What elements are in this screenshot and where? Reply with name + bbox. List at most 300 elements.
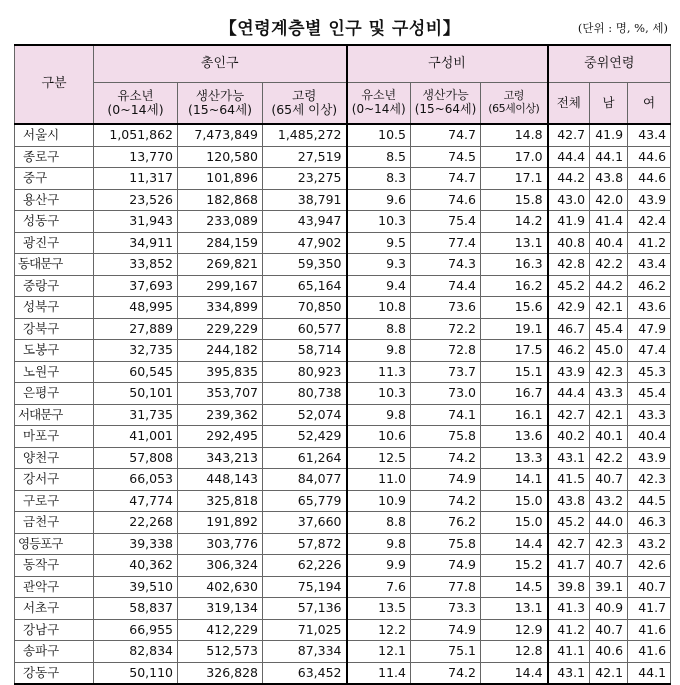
youth-count: 11,317 bbox=[94, 168, 178, 190]
district-name: 강남구 bbox=[15, 619, 94, 641]
district-name: 도봉구 bbox=[15, 340, 94, 362]
working-age-pct: 72.2 bbox=[411, 318, 481, 340]
working-age-count: 244,182 bbox=[178, 340, 263, 362]
working-age-pct: 75.8 bbox=[411, 426, 481, 448]
median-age-total: 41.5 bbox=[548, 469, 590, 491]
elderly-pct: 16.1 bbox=[481, 404, 548, 426]
youth-pct: 8.8 bbox=[347, 512, 411, 534]
composition-header: 구성비 bbox=[347, 45, 548, 83]
elderly-pct: 15.8 bbox=[481, 189, 548, 211]
median-age-male: 40.7 bbox=[590, 469, 628, 491]
median-age-female: 44.6 bbox=[628, 168, 671, 190]
elderly-count: 43,947 bbox=[263, 211, 347, 233]
elderly-pct: 14.8 bbox=[481, 124, 548, 146]
median-age-total: 42.9 bbox=[548, 297, 590, 319]
working-age-pct: 72.8 bbox=[411, 340, 481, 362]
youth-pct: 13.5 bbox=[347, 598, 411, 620]
median-age-female: 47.9 bbox=[628, 318, 671, 340]
working-age-count: 191,892 bbox=[178, 512, 263, 534]
median-female-header: 여 bbox=[628, 83, 671, 125]
median-age-female: 47.4 bbox=[628, 340, 671, 362]
table-row bbox=[15, 211, 671, 233]
table-row bbox=[15, 662, 671, 684]
youth-pct: 9.8 bbox=[347, 404, 411, 426]
working-age-count: 299,167 bbox=[178, 275, 263, 297]
median-age-male: 40.7 bbox=[590, 619, 628, 641]
youth-pct: 10.9 bbox=[347, 490, 411, 512]
district-name: 성동구 bbox=[15, 211, 94, 233]
median-age-total: 41.3 bbox=[548, 598, 590, 620]
working-age-pct: 75.8 bbox=[411, 533, 481, 555]
median-age-total: 43.1 bbox=[548, 662, 590, 684]
table-row bbox=[15, 512, 671, 534]
youth-count: 40,362 bbox=[94, 555, 178, 577]
table-row bbox=[15, 469, 671, 491]
elderly-count: 52,429 bbox=[263, 426, 347, 448]
elderly-count: 84,077 bbox=[263, 469, 347, 491]
working-age-pct: 74.9 bbox=[411, 619, 481, 641]
working-age-count: 402,630 bbox=[178, 576, 263, 598]
youth-count: 22,268 bbox=[94, 512, 178, 534]
median-age-total: 42.7 bbox=[548, 533, 590, 555]
youth-pct: 8.5 bbox=[347, 146, 411, 168]
table-row bbox=[15, 641, 671, 663]
median-age-female: 44.6 bbox=[628, 146, 671, 168]
elderly-count: 75,194 bbox=[263, 576, 347, 598]
median-age-total: 43.8 bbox=[548, 490, 590, 512]
table-row bbox=[15, 232, 671, 254]
elderly-pct: 13.1 bbox=[481, 232, 548, 254]
youth-count: 66,955 bbox=[94, 619, 178, 641]
median-age-female: 43.4 bbox=[628, 254, 671, 276]
working-age-count: 239,362 bbox=[178, 404, 263, 426]
working-age-pct: 77.8 bbox=[411, 576, 481, 598]
youth-pct: 12.2 bbox=[347, 619, 411, 641]
district-name: 구로구 bbox=[15, 490, 94, 512]
district-name: 서울시 bbox=[15, 124, 94, 146]
median-age-male: 43.3 bbox=[590, 383, 628, 405]
youth-count: 50,101 bbox=[94, 383, 178, 405]
median-age-female: 45.3 bbox=[628, 361, 671, 383]
median-age-total: 46.2 bbox=[548, 340, 590, 362]
median-age-total: 43.0 bbox=[548, 189, 590, 211]
youth-pct: 9.4 bbox=[347, 275, 411, 297]
district-name: 성북구 bbox=[15, 297, 94, 319]
youth-count: 48,995 bbox=[94, 297, 178, 319]
working-age-pct: 74.4 bbox=[411, 275, 481, 297]
total-population-header: 총인구 bbox=[94, 45, 347, 83]
median-age-female: 43.2 bbox=[628, 533, 671, 555]
working-age-pct: 74.2 bbox=[411, 490, 481, 512]
median-age-male: 39.1 bbox=[590, 576, 628, 598]
median-age-female: 44.5 bbox=[628, 490, 671, 512]
working-age-pct: 74.6 bbox=[411, 189, 481, 211]
median-age-female: 41.7 bbox=[628, 598, 671, 620]
median-age-male: 41.9 bbox=[590, 124, 628, 146]
elderly-pct: 15.0 bbox=[481, 490, 548, 512]
youth-count: 31,943 bbox=[94, 211, 178, 233]
working-age-pct-header: 생산가능 (15~64세) bbox=[411, 83, 481, 125]
working-age-count: 412,229 bbox=[178, 619, 263, 641]
elderly-count: 59,350 bbox=[263, 254, 347, 276]
median-age-total: 44.2 bbox=[548, 168, 590, 190]
table-row bbox=[15, 318, 671, 340]
youth-pct: 12.1 bbox=[347, 641, 411, 663]
elderly-pct: 16.3 bbox=[481, 254, 548, 276]
youth-pct: 12.5 bbox=[347, 447, 411, 469]
median-age-male: 42.1 bbox=[590, 297, 628, 319]
working-age-count: 395,835 bbox=[178, 361, 263, 383]
elderly-pct: 13.1 bbox=[481, 598, 548, 620]
unit-note: (단위 : 명, %, 세) bbox=[577, 21, 668, 35]
elderly-count: 80,923 bbox=[263, 361, 347, 383]
median-age-total: 45.2 bbox=[548, 275, 590, 297]
table-row bbox=[15, 533, 671, 555]
table-row bbox=[15, 254, 671, 276]
median-age-female: 43.6 bbox=[628, 297, 671, 319]
working-age-pct: 74.2 bbox=[411, 662, 481, 684]
median-age-male: 43.2 bbox=[590, 490, 628, 512]
district-name: 용산구 bbox=[15, 189, 94, 211]
district-header: 구분 bbox=[15, 45, 94, 124]
table-row bbox=[15, 275, 671, 297]
elderly-count: 63,452 bbox=[263, 662, 347, 684]
elderly-header: 고령 (65세 이상) bbox=[263, 83, 347, 125]
district-name: 중구 bbox=[15, 168, 94, 190]
elderly-pct: 14.2 bbox=[481, 211, 548, 233]
elderly-pct: 13.6 bbox=[481, 426, 548, 448]
working-age-pct: 74.1 bbox=[411, 404, 481, 426]
table-row bbox=[15, 555, 671, 577]
median-age-female: 45.4 bbox=[628, 383, 671, 405]
elderly-pct: 17.5 bbox=[481, 340, 548, 362]
table-row bbox=[15, 447, 671, 469]
youth-pct: 9.8 bbox=[347, 340, 411, 362]
table-row bbox=[15, 404, 671, 426]
median-age-total: 41.9 bbox=[548, 211, 590, 233]
working-age-pct: 75.1 bbox=[411, 641, 481, 663]
median-age-female: 41.2 bbox=[628, 232, 671, 254]
median-age-female: 41.6 bbox=[628, 619, 671, 641]
median-age-total: 46.7 bbox=[548, 318, 590, 340]
median-age-male: 44.1 bbox=[590, 146, 628, 168]
district-name: 양천구 bbox=[15, 447, 94, 469]
table-row bbox=[15, 383, 671, 405]
youth-count: 33,852 bbox=[94, 254, 178, 276]
table-row bbox=[15, 340, 671, 362]
youth-count: 23,526 bbox=[94, 189, 178, 211]
table-title: 【연령계층별 인구 및 구성비】 bbox=[219, 19, 461, 39]
elderly-pct: 15.0 bbox=[481, 512, 548, 534]
elderly-pct: 16.7 bbox=[481, 383, 548, 405]
elderly-count: 62,226 bbox=[263, 555, 347, 577]
youth-count: 32,735 bbox=[94, 340, 178, 362]
median-age-female: 43.9 bbox=[628, 447, 671, 469]
working-age-count: 319,134 bbox=[178, 598, 263, 620]
elderly-pct: 12.8 bbox=[481, 641, 548, 663]
youth-count: 39,338 bbox=[94, 533, 178, 555]
youth-count: 37,693 bbox=[94, 275, 178, 297]
table-row bbox=[15, 426, 671, 448]
district-name: 마포구 bbox=[15, 426, 94, 448]
median-age-male: 42.3 bbox=[590, 533, 628, 555]
median-age-female: 42.4 bbox=[628, 211, 671, 233]
working-age-count: 343,213 bbox=[178, 447, 263, 469]
elderly-pct: 13.3 bbox=[481, 447, 548, 469]
youth-pct: 9.6 bbox=[347, 189, 411, 211]
youth-pct: 9.8 bbox=[347, 533, 411, 555]
median-age-total: 43.1 bbox=[548, 447, 590, 469]
youth-pct: 10.5 bbox=[347, 124, 411, 146]
working-age-count: 512,573 bbox=[178, 641, 263, 663]
youth-pct: 9.3 bbox=[347, 254, 411, 276]
median-age-total: 41.2 bbox=[548, 619, 590, 641]
district-name: 동작구 bbox=[15, 555, 94, 577]
youth-count: 13,770 bbox=[94, 146, 178, 168]
elderly-count: 80,738 bbox=[263, 383, 347, 405]
working-age-count: 292,495 bbox=[178, 426, 263, 448]
youth-pct: 10.6 bbox=[347, 426, 411, 448]
working-age-count: 233,089 bbox=[178, 211, 263, 233]
youth-pct: 11.0 bbox=[347, 469, 411, 491]
working-age-pct: 73.0 bbox=[411, 383, 481, 405]
working-age-count: 325,818 bbox=[178, 490, 263, 512]
median-age-female: 44.1 bbox=[628, 662, 671, 684]
median-age-male: 40.9 bbox=[590, 598, 628, 620]
working-age-count: 269,821 bbox=[178, 254, 263, 276]
district-name: 중랑구 bbox=[15, 275, 94, 297]
median-age-total: 42.7 bbox=[548, 124, 590, 146]
working-age-pct: 75.4 bbox=[411, 211, 481, 233]
table-row bbox=[15, 619, 671, 641]
working-age-count: 326,828 bbox=[178, 662, 263, 684]
district-name: 은평구 bbox=[15, 383, 94, 405]
working-age-header: 생산가능 (15~64세) bbox=[178, 83, 263, 125]
median-age-female: 46.3 bbox=[628, 512, 671, 534]
working-age-pct: 74.9 bbox=[411, 555, 481, 577]
median-age-total: 45.2 bbox=[548, 512, 590, 534]
elderly-count: 27,519 bbox=[263, 146, 347, 168]
median-age-female: 46.2 bbox=[628, 275, 671, 297]
table-row bbox=[15, 490, 671, 512]
district-name: 강동구 bbox=[15, 662, 94, 684]
median-male-header: 남 bbox=[590, 83, 628, 125]
elderly-count: 57,872 bbox=[263, 533, 347, 555]
district-name: 서초구 bbox=[15, 598, 94, 620]
table-row bbox=[15, 598, 671, 620]
median-age-male: 41.4 bbox=[590, 211, 628, 233]
youth-pct: 8.8 bbox=[347, 318, 411, 340]
table-row bbox=[15, 297, 671, 319]
median-age-male: 42.2 bbox=[590, 254, 628, 276]
youth-count: 31,735 bbox=[94, 404, 178, 426]
median-age-female: 43.4 bbox=[628, 124, 671, 146]
median-age-male: 45.4 bbox=[590, 318, 628, 340]
table-row bbox=[15, 146, 671, 168]
district-name: 금천구 bbox=[15, 512, 94, 534]
district-name: 관악구 bbox=[15, 576, 94, 598]
working-age-count: 306,324 bbox=[178, 555, 263, 577]
median-age-total: 40.2 bbox=[548, 426, 590, 448]
elderly-count: 87,334 bbox=[263, 641, 347, 663]
elderly-pct: 16.2 bbox=[481, 275, 548, 297]
median-age-female: 43.9 bbox=[628, 189, 671, 211]
district-name: 서대문구 bbox=[15, 404, 94, 426]
elderly-pct-header: 고령 (65세이상) bbox=[481, 83, 548, 125]
median-total-header: 전체 bbox=[548, 83, 590, 125]
youth-count: 66,053 bbox=[94, 469, 178, 491]
youth-count: 60,545 bbox=[94, 361, 178, 383]
elderly-pct: 17.1 bbox=[481, 168, 548, 190]
working-age-count: 303,776 bbox=[178, 533, 263, 555]
elderly-pct: 14.4 bbox=[481, 662, 548, 684]
median-age-header: 중위연령 bbox=[548, 45, 671, 83]
working-age-pct: 73.6 bbox=[411, 297, 481, 319]
working-age-count: 182,868 bbox=[178, 189, 263, 211]
elderly-count: 70,850 bbox=[263, 297, 347, 319]
youth-count: 39,510 bbox=[94, 576, 178, 598]
district-name: 동대문구 bbox=[15, 254, 94, 276]
district-name: 노원구 bbox=[15, 361, 94, 383]
median-age-male: 40.4 bbox=[590, 232, 628, 254]
working-age-count: 284,159 bbox=[178, 232, 263, 254]
working-age-pct: 73.3 bbox=[411, 598, 481, 620]
median-age-total: 41.7 bbox=[548, 555, 590, 577]
elderly-count: 23,275 bbox=[263, 168, 347, 190]
median-age-male: 42.3 bbox=[590, 361, 628, 383]
table-row bbox=[15, 168, 671, 190]
table-row bbox=[15, 576, 671, 598]
elderly-pct: 17.0 bbox=[481, 146, 548, 168]
median-age-male: 43.8 bbox=[590, 168, 628, 190]
population-table bbox=[14, 44, 671, 685]
median-age-male: 45.0 bbox=[590, 340, 628, 362]
elderly-pct: 19.1 bbox=[481, 318, 548, 340]
median-age-total: 41.1 bbox=[548, 641, 590, 663]
elderly-count: 65,164 bbox=[263, 275, 347, 297]
youth-pct: 10.3 bbox=[347, 211, 411, 233]
district-name: 영등포구 bbox=[15, 533, 94, 555]
elderly-count: 61,264 bbox=[263, 447, 347, 469]
median-age-total: 44.4 bbox=[548, 146, 590, 168]
median-age-female: 40.7 bbox=[628, 576, 671, 598]
elderly-count: 60,577 bbox=[263, 318, 347, 340]
median-age-total: 40.8 bbox=[548, 232, 590, 254]
median-age-male: 44.2 bbox=[590, 275, 628, 297]
youth-pct: 10.3 bbox=[347, 383, 411, 405]
working-age-pct: 73.7 bbox=[411, 361, 481, 383]
median-age-male: 40.7 bbox=[590, 555, 628, 577]
elderly-count: 37,660 bbox=[263, 512, 347, 534]
youth-pct: 9.9 bbox=[347, 555, 411, 577]
table-row bbox=[15, 361, 671, 383]
youth-pct: 7.6 bbox=[347, 576, 411, 598]
elderly-pct: 15.2 bbox=[481, 555, 548, 577]
working-age-pct: 74.7 bbox=[411, 168, 481, 190]
youth-header: 유소년 (0~14세) bbox=[94, 83, 178, 125]
median-age-female: 42.3 bbox=[628, 469, 671, 491]
median-age-female: 41.6 bbox=[628, 641, 671, 663]
elderly-pct: 14.4 bbox=[481, 533, 548, 555]
median-age-total: 39.8 bbox=[548, 576, 590, 598]
youth-pct: 9.5 bbox=[347, 232, 411, 254]
working-age-count: 7,473,849 bbox=[178, 124, 263, 146]
elderly-count: 58,714 bbox=[263, 340, 347, 362]
district-name: 종로구 bbox=[15, 146, 94, 168]
median-age-male: 44.0 bbox=[590, 512, 628, 534]
district-name: 송파구 bbox=[15, 641, 94, 663]
median-age-total: 43.9 bbox=[548, 361, 590, 383]
median-age-male: 40.6 bbox=[590, 641, 628, 663]
working-age-pct: 74.9 bbox=[411, 469, 481, 491]
table-body bbox=[15, 124, 671, 684]
elderly-count: 52,074 bbox=[263, 404, 347, 426]
youth-count: 47,774 bbox=[94, 490, 178, 512]
elderly-count: 1,485,272 bbox=[263, 124, 347, 146]
working-age-pct: 74.2 bbox=[411, 447, 481, 469]
median-age-male: 42.2 bbox=[590, 447, 628, 469]
table-row bbox=[15, 189, 671, 211]
median-age-total: 42.7 bbox=[548, 404, 590, 426]
working-age-count: 448,143 bbox=[178, 469, 263, 491]
median-age-female: 42.6 bbox=[628, 555, 671, 577]
working-age-pct: 77.4 bbox=[411, 232, 481, 254]
median-age-female: 43.3 bbox=[628, 404, 671, 426]
median-age-male: 42.1 bbox=[590, 404, 628, 426]
youth-pct: 11.4 bbox=[347, 662, 411, 684]
youth-count: 50,110 bbox=[94, 662, 178, 684]
youth-count: 41,001 bbox=[94, 426, 178, 448]
district-name: 강서구 bbox=[15, 469, 94, 491]
elderly-pct: 14.1 bbox=[481, 469, 548, 491]
elderly-pct: 14.5 bbox=[481, 576, 548, 598]
working-age-pct: 74.3 bbox=[411, 254, 481, 276]
table-row bbox=[15, 124, 671, 146]
youth-pct-header: 유소년 (0~14세) bbox=[347, 83, 411, 125]
working-age-count: 353,707 bbox=[178, 383, 263, 405]
youth-count: 58,837 bbox=[94, 598, 178, 620]
working-age-pct: 74.7 bbox=[411, 124, 481, 146]
elderly-pct: 12.9 bbox=[481, 619, 548, 641]
median-age-female: 40.4 bbox=[628, 426, 671, 448]
youth-pct: 11.3 bbox=[347, 361, 411, 383]
median-age-male: 42.1 bbox=[590, 662, 628, 684]
elderly-pct: 15.6 bbox=[481, 297, 548, 319]
district-name: 강북구 bbox=[15, 318, 94, 340]
median-age-total: 44.4 bbox=[548, 383, 590, 405]
working-age-pct: 74.5 bbox=[411, 146, 481, 168]
youth-count: 27,889 bbox=[94, 318, 178, 340]
working-age-count: 101,896 bbox=[178, 168, 263, 190]
youth-count: 34,911 bbox=[94, 232, 178, 254]
median-age-male: 40.1 bbox=[590, 426, 628, 448]
median-age-male: 42.0 bbox=[590, 189, 628, 211]
elderly-count: 65,779 bbox=[263, 490, 347, 512]
youth-pct: 8.3 bbox=[347, 168, 411, 190]
youth-count: 57,808 bbox=[94, 447, 178, 469]
elderly-count: 47,902 bbox=[263, 232, 347, 254]
youth-count: 82,834 bbox=[94, 641, 178, 663]
elderly-count: 57,136 bbox=[263, 598, 347, 620]
working-age-count: 334,899 bbox=[178, 297, 263, 319]
elderly-count: 38,791 bbox=[263, 189, 347, 211]
elderly-count: 71,025 bbox=[263, 619, 347, 641]
youth-count: 1,051,862 bbox=[94, 124, 178, 146]
district-name: 광진구 bbox=[15, 232, 94, 254]
youth-pct: 10.8 bbox=[347, 297, 411, 319]
median-age-total: 42.8 bbox=[548, 254, 590, 276]
working-age-count: 120,580 bbox=[178, 146, 263, 168]
